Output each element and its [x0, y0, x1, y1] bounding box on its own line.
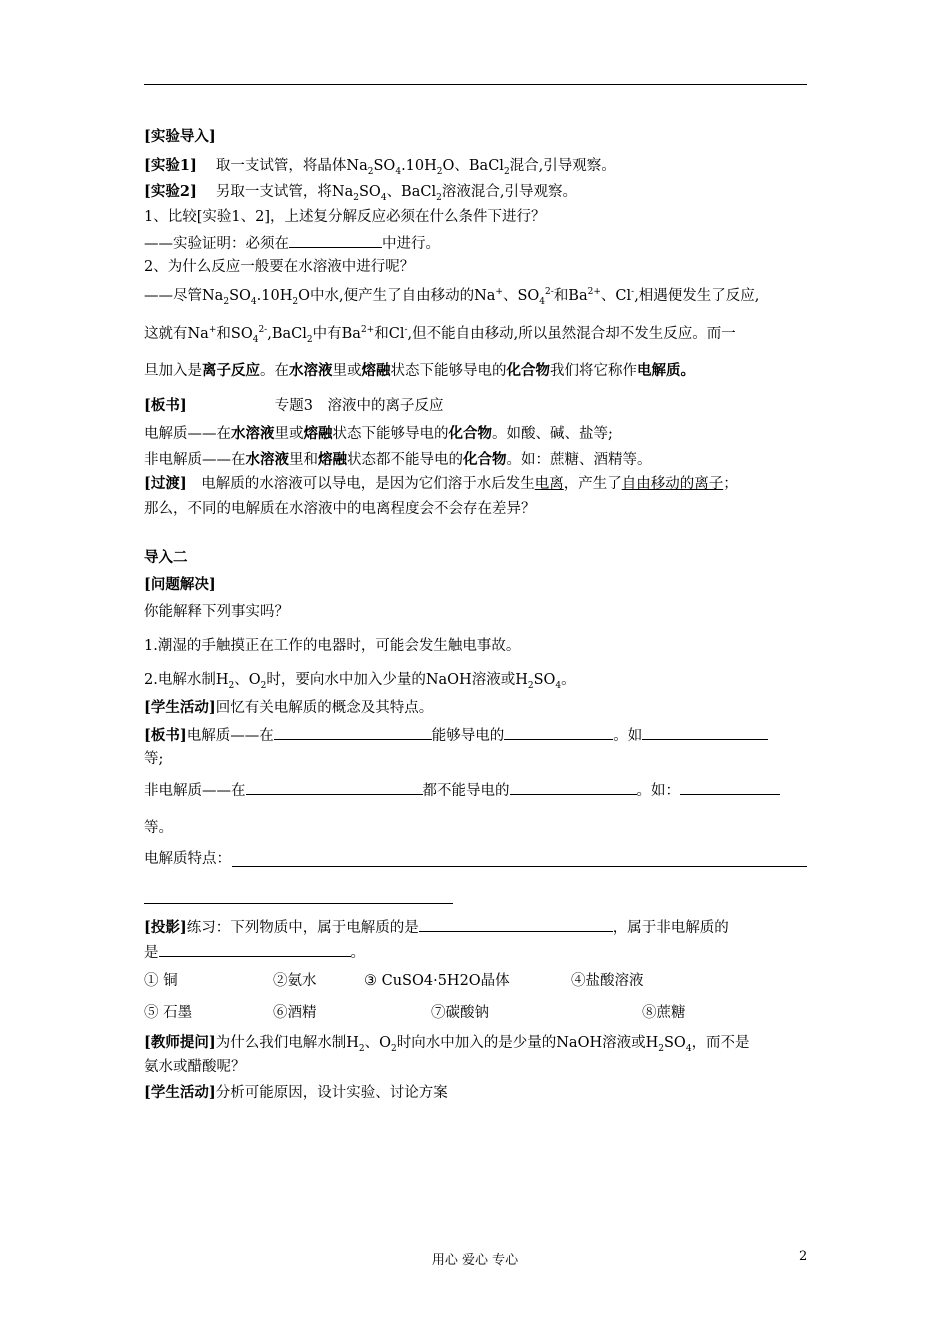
features-blank-line-2 — [144, 903, 453, 904]
experiment-1: [实验1] 取一支试管，将晶体$Na_2SO_4.10H_2O$、BaCl$_2$混合,引导观察。 — [144, 157, 616, 177]
transition-line-1: [过渡] 电解质的水溶液可以导电，是因为它们溶于水后发生电离，产生了自由移动的离子； — [144, 475, 738, 492]
blank-substance-2 — [510, 780, 637, 795]
option-4: ④盐酸溶液 — [571, 973, 644, 989]
experiment-proof: ——实验证明：必须在 中进行。 — [144, 233, 440, 253]
blank-condition — [289, 233, 382, 248]
projection-question-cont: 是 。 — [144, 942, 365, 962]
answer-line-3: 旦加入是离子反应。在水溶液里或熔融状态下能够导电的化合物我们将它称作电解质。 — [144, 362, 695, 379]
electrolyte-features-label: 电解质特点： — [144, 851, 231, 867]
answer-line-1: ——尽管$Na_2SO_4.10H_2O$中水,便产生了自由移动的Na+、$SO_4^{2-}$和$Ba^{2+}$、Cl-,相遇便发生了反应, — [144, 287, 760, 307]
projection-question: [投影]练习：下列物质中，属于电解质的是 ，属于非电解质的 — [144, 919, 729, 936]
blank-examples-2 — [680, 780, 780, 795]
blank-substance — [504, 725, 613, 740]
option-3: ③ CuSO4·5H2O晶体 — [364, 973, 510, 989]
page-number: 2 — [799, 1249, 808, 1264]
option-8: ⑧蔗糖 — [642, 1005, 686, 1021]
option-6: ⑥酒精 — [273, 1005, 317, 1021]
option-2: ②氨水 — [273, 973, 317, 989]
section-title-intro-two: 导入二 — [144, 549, 188, 566]
answer-line-2: 这就有Na+和$SO_4^{2-},BaCl_2$中有$Ba^{2+}$和Cl-,但不能自由移动,所以虽然混合却不发生反应。而一 — [144, 325, 736, 345]
experiment-2: [实验2] 另取一支试管，将$Na_2SO_4$、BaCl$_2$溶液混合,引导观察。 — [144, 183, 577, 203]
board-1-heading: [板书] 专题3 溶液中的离子反应 — [144, 397, 444, 414]
features-blank-line-1 — [232, 866, 807, 867]
blank-examples — [642, 725, 768, 740]
blank-nonelectrolytes — [159, 942, 351, 957]
fact-1: 1.潮湿的手触摸正在工作的电器时，可能会发生触电事故。 — [144, 638, 521, 654]
question-1: 1、比较[实验1、2]，上述复分解反应必须在什么条件下进行？ — [144, 209, 546, 225]
option-7: ⑦碳酸钠 — [431, 1005, 489, 1021]
teacher-question-cont: 氨水或醋酸呢？ — [144, 1059, 246, 1075]
board-2-electrolyte-fill: [板书]电解质——在 能够导电的 。如 — [144, 725, 768, 745]
teacher-question: [教师提问]为什么我们电解水制$H_2$、$O_2$时向水中加入的是少量的NaOH溶液或$H_2SO_4$，而不是 — [144, 1034, 750, 1054]
blank-conditions — [274, 725, 432, 740]
board-1-electrolyte-definition: 电解质——在水溶液里或熔融状态下能够导电的化合物。如酸、碱、盐等; — [144, 425, 613, 442]
fact-2: 2.电解水制$H_2$、$O_2$时，要向水中加入少量的NaOH溶液或$H_2SO_4$。 — [144, 672, 576, 691]
section-title-experiment-intro: [实验导入] — [144, 128, 216, 145]
blank-electrolytes — [419, 917, 613, 932]
footer-motto: 用心 爱心 专心 — [431, 1253, 519, 1268]
problem-solving-tag: [问题解决] — [144, 576, 216, 593]
board-2-electrolyte-fill-end: 等; — [144, 751, 164, 767]
option-1: ① 铜 — [144, 973, 178, 989]
board-2-nonelectrolyte-fill: 非电解质——在 都不能导电的 。如： — [144, 780, 780, 800]
transition-line-2: 那么，不同的电解质在水溶液中的电离程度会不会存在差异？ — [144, 501, 536, 517]
header-rule — [144, 84, 807, 85]
ask-line: 你能解释下列事实吗？ — [144, 604, 289, 620]
student-activity-2: [学生活动]分析可能原因，设计实验、讨论方案 — [144, 1084, 448, 1101]
board-1-nonelectrolyte-definition: 非电解质——在水溶液里和熔融状态都不能导电的化合物。如：蔗糖、酒精等。 — [144, 451, 652, 468]
board-2-nonelectrolyte-fill-end: 等。 — [144, 820, 173, 836]
option-5: ⑤ 石墨 — [144, 1005, 193, 1021]
question-2: 2、为什么反应一般要在水溶液中进行呢？ — [144, 259, 415, 275]
student-activity-1: [学生活动]回忆有关电解质的概念及其特点。 — [144, 699, 434, 716]
blank-conditions-2 — [246, 780, 423, 795]
